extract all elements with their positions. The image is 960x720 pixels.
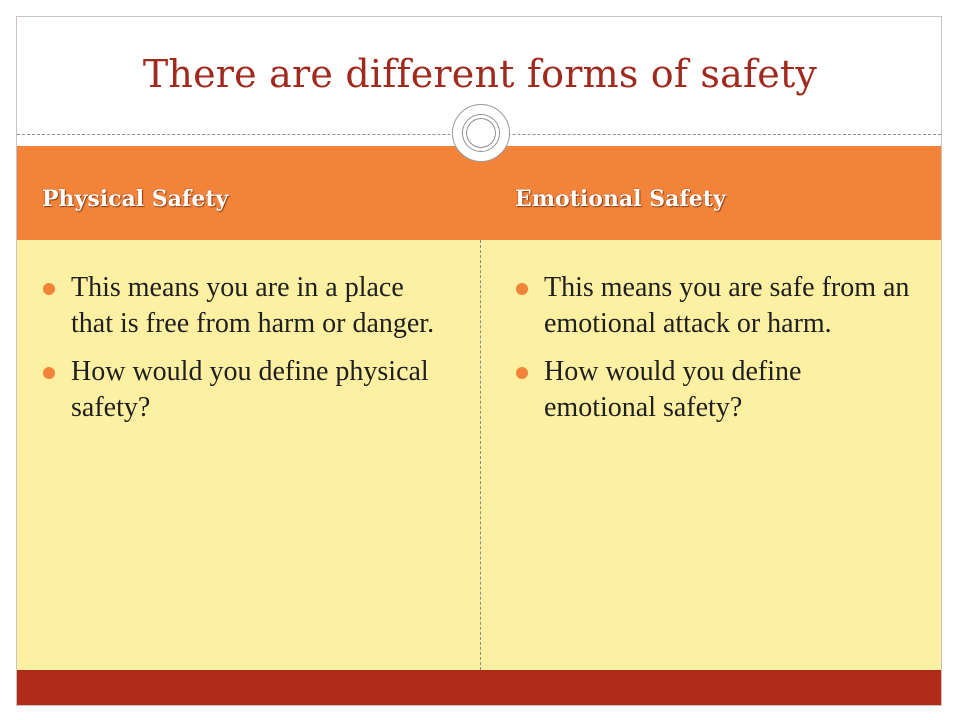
bullet-text: How would you define emotional safety? [544,356,802,423]
bullet-dot-icon [43,283,55,295]
column-divider [480,240,481,670]
bullet-dot-icon [43,367,55,379]
ring-icon [452,104,510,162]
bullet-text: This means you are safe from an emotional attack or harm. [544,272,910,339]
ring-inner [463,115,499,151]
list-item [41,270,441,342]
column-heading-physical: Physical Safety [42,186,229,212]
bullet-text: How would you define physical safety? [71,356,429,423]
list-item [514,270,914,342]
bullet-dot-icon [516,283,528,295]
footer-band [17,670,941,705]
slide-title: There are different forms of safety [142,52,818,96]
bullet-dot-icon [516,367,528,379]
table-body-row [17,240,941,670]
bullet-text: This means you are in a place that is free from harm or danger. [71,272,435,339]
column-physical [41,270,441,438]
column-emotional [514,270,914,438]
list-item [41,354,441,426]
column-heading-emotional: Emotional Safety [515,186,726,212]
list-item [514,354,914,426]
